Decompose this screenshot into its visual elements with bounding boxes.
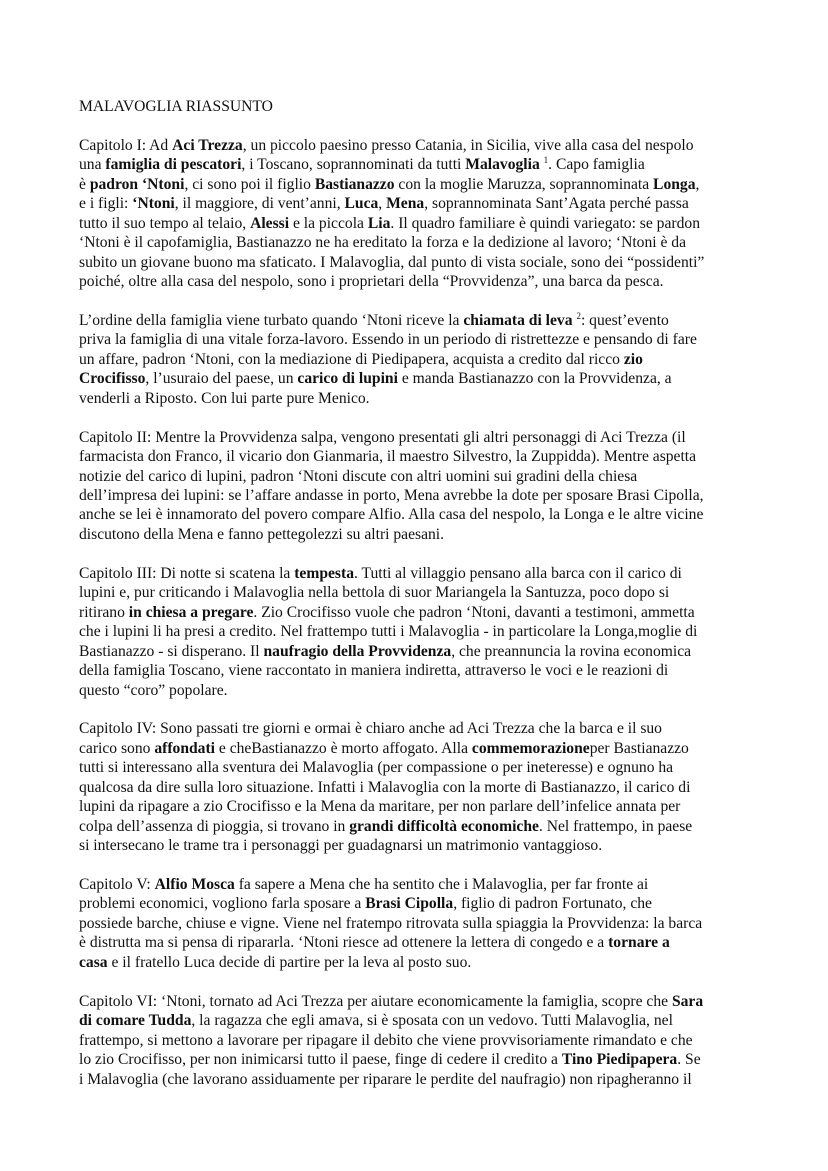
text-run: . Zio Crocifisso vuole che padron ‘Ntoni, davanti a testimoni, ammetta — [253, 603, 695, 621]
text-line — [79, 739, 779, 758]
text-line — [79, 155, 779, 174]
text-line — [79, 486, 779, 505]
document-page — [79, 97, 779, 1108]
bold-text: commemorazione — [471, 739, 590, 757]
text-run: priva la famiglia di una vitale forza-lavoro. Essendo in un periodo di ristrettezze e pensando di fare — [79, 331, 697, 349]
text-run: farmacista don Franco, il vicario don Gianmaria, il maestro Silvestro, la Zuppidda). Mentre aspetta — [79, 448, 697, 466]
text-line — [79, 778, 779, 797]
text-line — [79, 1011, 779, 1030]
text-run: che i lupini li ha presi a credito. Nel frattempo tutti i Malavoglia - in particolare la Longa,moglie di — [79, 623, 698, 641]
text-run: , — [378, 195, 387, 213]
text-line — [79, 525, 779, 544]
bold-text: ‘Ntoni — [132, 195, 175, 213]
text-run: possiede barche, chiuse e vigne. Viene nel fratempo ritrovata sulla spiaggia la Provvidenza: la barca — [79, 914, 703, 932]
text-run: : quest’evento — [580, 311, 669, 329]
text-line — [79, 233, 779, 252]
bold-text: Tino Piedipapera — [561, 1051, 678, 1069]
text-line — [79, 505, 779, 524]
text-run: e i figli: — [79, 195, 133, 213]
text-run: tutto il suo tempo al telaio, — [79, 214, 251, 232]
text-run: notizie del carico di lupini, padron ‘Ntoni discute con altri uomini sui gradini della chiesa — [79, 467, 638, 485]
text-run: , che preannuncia la rovina economica — [451, 642, 692, 660]
text-line — [79, 642, 779, 661]
text-run: fa sapere a Mena che ha sentito che i Malavoglia, per far fronte ai — [234, 876, 649, 894]
text-line — [79, 992, 779, 1011]
bold-text: Sara — [671, 992, 704, 1010]
bold-text: in chiesa a pregare — [128, 603, 254, 621]
text-line — [79, 214, 779, 233]
paragraph-capitolo-4 — [79, 719, 779, 855]
text-run: Bastianazzo - si disperano. Il — [79, 642, 264, 660]
text-line — [79, 1031, 779, 1050]
bold-text: chiamata di leva — [463, 311, 573, 329]
bold-text: Longa — [653, 175, 696, 193]
text-run: tutti si interessano alla sventura dei Malavoglia (per compassione o per ineteresse) e ognuno ha — [79, 759, 674, 777]
paragraph-capitolo-5 — [79, 875, 779, 972]
text-run: problemi economici, vogliono farla sposare a — [79, 895, 366, 913]
bold-text: carico di lupini — [297, 370, 398, 388]
text-run: Capitolo V: — [79, 876, 155, 894]
footnote-ref: 1 — [543, 155, 549, 166]
paragraph-leva — [79, 311, 779, 408]
text-line — [79, 875, 779, 894]
bold-text: casa — [79, 953, 108, 971]
text-run: con la moglie Maruzza, soprannominata — [394, 175, 654, 193]
text-run: e la piccola — [289, 214, 368, 232]
text-run: , ci sono poi il figlio — [184, 175, 315, 193]
text-run: , i Toscano, soprannominati da tutti — [241, 156, 466, 174]
text-line — [79, 836, 779, 855]
text-line — [79, 622, 779, 641]
text-run: dell’impresa dei lupini: se l’affare andasse in porto, Mena avrebbe la dote per sposare Brasi Cipolla, — [79, 487, 704, 505]
text-run: Capitolo IV: Sono passati tre giorni e ormai è chiaro anche ad Aci Trezza che la barca e il suo — [79, 720, 662, 738]
text-line — [79, 583, 779, 602]
text-run: , il maggiore, di vent’anni, — [174, 195, 345, 213]
bold-text: padron ‘Ntoni — [89, 175, 185, 193]
text-run: questo “coro” popolare. — [79, 681, 228, 699]
text-line — [79, 428, 779, 447]
text-line — [79, 719, 779, 738]
text-run: , l’usuraio del paese, un — [145, 370, 298, 388]
paragraph-capitolo-3 — [79, 564, 779, 700]
text-run: si intersecano le trame tra i personaggi per guadagnarsi un matrimonio vantaggioso. — [79, 837, 603, 855]
text-run: ‘Ntoni è il capofamiglia, Bastianazzo ne ha ereditato la forza e la dedizione al lavoro; ‘Ntoni è da — [79, 234, 687, 252]
paragraph-capitolo-6 — [79, 992, 779, 1089]
text-line — [79, 681, 779, 700]
text-run: e il fratello Luca decide di partire per la leva al posto suo. — [107, 953, 472, 971]
text-run: , soprannominata Sant’Agata perché passa — [424, 195, 689, 213]
text-run: una — [79, 156, 106, 174]
text-line — [79, 253, 779, 272]
text-run: , figlio di padron Fortunato, che — [453, 895, 652, 913]
bold-text: famiglia di pescatori — [105, 156, 242, 174]
text-run: . Se — [677, 1051, 701, 1069]
text-line — [79, 894, 779, 913]
bold-text: tempesta — [294, 564, 354, 582]
text-run: Capitolo VI: ‘Ntoni, tornato ad Aci Trezza per aiutare economicamente la famiglia, scopre che — [79, 992, 672, 1010]
text-line — [79, 350, 779, 369]
bold-text: Mena — [386, 195, 425, 213]
text-run: della famiglia Toscano, viene raccontato in maniera indiretta, attraverso le voci e le reazioni di — [79, 662, 669, 680]
text-run: colpa dell’assenza di pioggia, si trovano in — [79, 817, 350, 835]
text-run: anche se lei è innamorato del povero compare Alfio. Alla casa del nespolo, la Longa e le altre vicine — [79, 506, 704, 524]
text-run: Capitolo III: Di notte si scatena la — [79, 564, 295, 582]
text-run: per Bastianazzo — [589, 739, 689, 757]
text-run: lupini da ripagare a zio Crocifisso e la Mena da maritare, per non parlare dell’infelice annata per — [79, 798, 681, 816]
bold-text: affondati — [154, 739, 215, 757]
text-run: frattempo, si mettono a lavorare per ripagare il debito che viene provvisoriamente rimandato e che — [79, 1031, 693, 1049]
text-line — [79, 136, 779, 155]
text-run: discutono della Mena e fanno pettegolezzi su altri paesani. — [79, 525, 445, 543]
text-run: ritirano — [79, 603, 129, 621]
bold-text: Alessi — [250, 214, 290, 232]
text-run: , la ragazza che egli amava, si è sposata con un vedovo. Tutti Malavoglia, nel — [191, 1012, 673, 1030]
bold-text: naufragio della Provvidenza — [263, 642, 452, 660]
bold-text: Aci Trezza — [172, 136, 243, 154]
footnote-ref: 2 — [576, 310, 581, 321]
text-run: subito un giovane buono ma sfaticato. I Malavoglia, dal punto di vista sociale, sono dei “possidenti” — [79, 253, 705, 271]
text-run: . Capo famiglia — [548, 156, 645, 174]
text-line — [79, 817, 779, 836]
paragraph-capitolo-2 — [79, 428, 779, 545]
text-line — [79, 1050, 779, 1069]
text-run: lo zio Crocifisso, per non inimicarsi tutto il paese, finge di cedere il credito a — [79, 1051, 562, 1069]
text-line — [79, 953, 779, 972]
bold-text: di comare Tudda — [79, 1012, 192, 1030]
bold-text: Crocifisso — [79, 370, 146, 388]
text-run: è — [79, 175, 90, 193]
text-run: e cheBastianazzo è morto affogato. Alla — [215, 739, 472, 757]
bold-text: Luca — [344, 195, 379, 213]
document-body — [79, 136, 779, 1089]
text-line — [79, 194, 779, 213]
text-run: L’ordine della famiglia viene turbato quando ‘Ntoni riceve la — [79, 311, 464, 329]
text-run: e manda Bastianazzo con la Provvidenza, a — [397, 370, 672, 388]
text-line — [79, 467, 779, 486]
paragraph-capitolo-1 — [79, 136, 779, 292]
bold-text: grandi difficoltà economiche — [349, 817, 539, 835]
text-run: un affare, padron ‘Ntoni, con la mediazione di Piedipapera, acquista a credito dal ricco — [79, 350, 624, 368]
bold-text: Alfio Mosca — [154, 876, 235, 894]
text-line — [79, 797, 779, 816]
text-line — [79, 175, 779, 194]
text-line — [79, 1070, 779, 1089]
text-line — [79, 272, 779, 291]
bold-text: Malavoglia — [465, 156, 540, 174]
bold-text: Brasi Cipolla — [365, 895, 454, 913]
text-run: qualcosa da dire sulla loro situazione. Infatti i Malavoglia con la morte di Bastianazzo, il carico di — [79, 778, 691, 796]
text-line — [79, 369, 779, 388]
text-run: . Il quadro familiare è quindi variegato: se pardon — [390, 214, 700, 232]
text-run: . Nel frattempo, in paese — [538, 817, 693, 835]
document-title: MALAVOGLIA RIASSUNTO — [79, 98, 273, 115]
text-line — [79, 758, 779, 777]
bold-text: Lia — [367, 214, 391, 232]
text-line — [79, 914, 779, 933]
text-line — [79, 447, 779, 466]
bold-text: zio — [623, 350, 643, 368]
text-run: carico sono — [79, 739, 155, 757]
bold-text: tornare a — [608, 934, 670, 952]
bold-text: Bastianazzo — [314, 175, 395, 193]
text-line — [79, 661, 779, 680]
text-run: lupini e, pur criticando i Malavoglia nella bettola di suor Mariangela la Santuzza, poco dopo si — [79, 584, 670, 602]
text-run: venderli a Riposto. Con lui parte pure Menico. — [79, 389, 370, 407]
text-run: , un piccolo paesino presso Catania, in Sicilia, vive alla casa del nespolo — [242, 136, 694, 154]
text-run: è distrutta ma si pensa di ripararla. ‘Ntoni riesce ad ottenere la lettera di congedo e a — [79, 934, 609, 952]
text-line — [79, 311, 779, 330]
text-line — [79, 330, 779, 349]
text-line — [79, 603, 779, 622]
text-run: poiché, oltre alla casa del nespolo, sono i proprietari della “Provvidenza”, una barca da pesca. — [79, 273, 664, 291]
text-run: Capitolo I: Ad — [79, 136, 173, 154]
text-line — [79, 564, 779, 583]
text-line — [79, 933, 779, 952]
text-run: . Tutti al villaggio pensano alla barca con il carico di — [354, 564, 682, 582]
text-run: Capitolo II: Mentre la Provvidenza salpa, vengono presentati gli altri personaggi di Aci Trezza (il — [79, 428, 686, 446]
text-run: , — [695, 175, 700, 193]
text-run: i Malavoglia (che lavorano assiduamente per riparare le perdite del naufragio) non ripagheranno il — [79, 1070, 692, 1088]
text-line — [79, 389, 779, 408]
